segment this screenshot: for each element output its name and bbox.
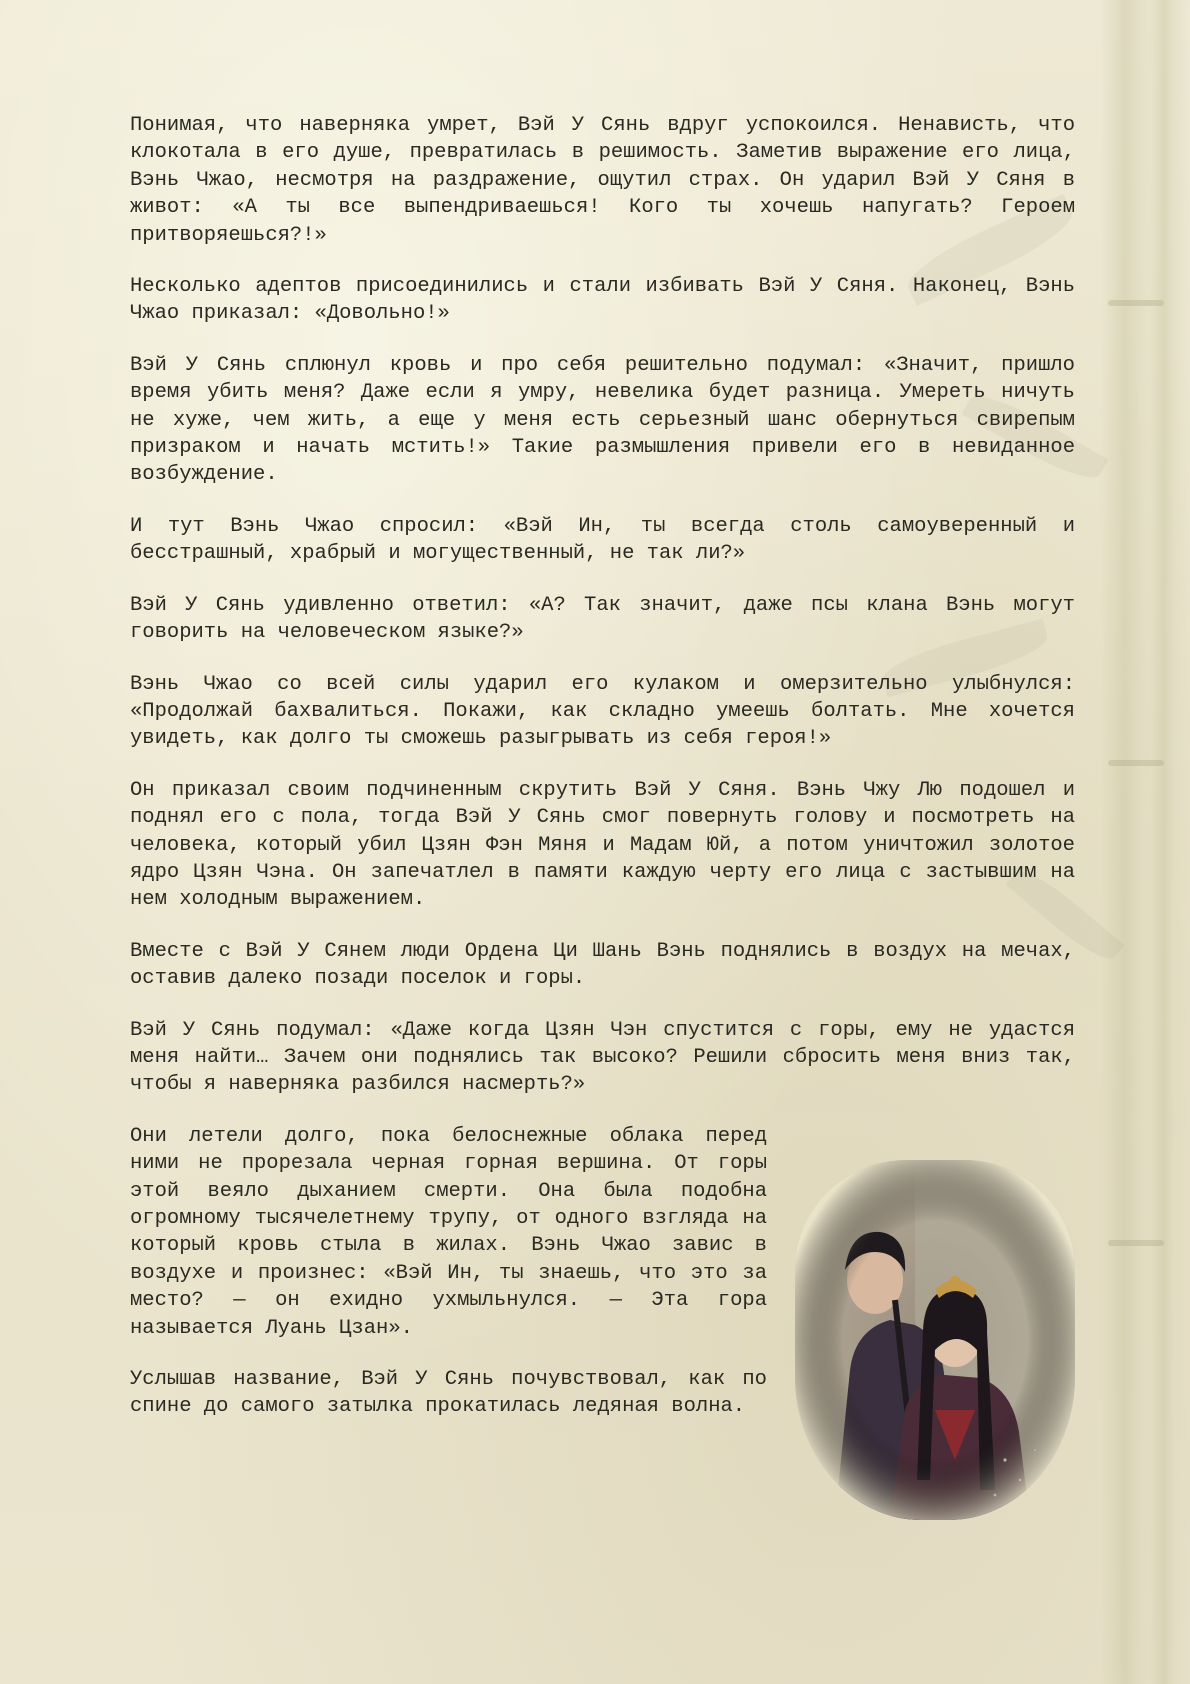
bamboo-node-decoration: [1108, 1240, 1164, 1246]
two-figures-illustration: [795, 1160, 1075, 1520]
paragraph: Несколько адептов присоединились и стали избивать Вэй У Сяня. Наконец, Вэнь Чжао приказал: «Довольно!»: [130, 275, 1075, 326]
illustration-art: [795, 1160, 1075, 1520]
bamboo-stalk-decoration: [1150, 0, 1190, 1684]
paragraph: Он приказал своим подчиненным скрутить Вэй У Сяня. Вэнь Чжу Лю подошел и поднял его с пола, тогда Вэй У Сянь смог повернуть голову и посмотреть на человека, который убил Цзян Фэн Мяня и Мадам Юй, а потом уничтожил золотое ядро Цзян Чэна. Он запечатлел в памяти каждую черту его лица с застывшим на нем холодным выражением.: [130, 778, 1075, 912]
paragraph: Вместе с Вэй У Сянем люди Ордена Ци Шань Вэнь поднялись в воздух на мечах, оставив далеко позади поселок и горы.: [130, 939, 1075, 991]
paragraph: И тут Вэнь Чжао спросил: «Вэй Ин, ты всегда столь самоуверенный и бесстрашный, храбрый и могущественный, не так ли?»: [130, 514, 1075, 566]
paragraph: Они летели долго, пока белоснежные облака перед ними не прорезала черная горная вершина. От горы этой веяло дыханием смерти. Она была подобна огромному тысячелетнему трупу, от одного взгляда на который кровь стыла в жилах. Вэнь Чжао завис в воздухе и произнес: «Вэй Ин, ты знаешь, что это за место? — он ехидно ухмыльнулся. — Эта гора называется Луань Цзан».: [130, 1124, 767, 1340]
paragraph: Понимая, что наверняка умрет, Вэй У Сянь вдруг успокоился. Ненависть, что клокотала в его душе, превратилась в решимость. Заметив выражение его лица, Вэнь Чжао, несмотря на раздражение, ощутил страх. Он ударил Вэй У Сяня в живот: «А ты все выпендриваешься! Кого ты хочешь напугать? Героем притворяешься?!»: [130, 114, 1075, 247]
paragraph: Вэй У Сянь сплюнул кровь и про себя решительно подумал: «Значит, пришло время убить меня? Даже если я умру, невелика будет разница. Умереть ничуть не хуже, чем жить, а еще у меня есть серьезный шанс обернуться свирепым призраком и начать мстить!» Такие размышления привели его в невиданное возбуждение.: [130, 353, 1075, 487]
paragraph: Услышав название, Вэй У Сянь почувствовал, как по спине до самого затылка прокатилась ледяная волна.: [130, 1368, 767, 1419]
bamboo-node-decoration: [1108, 300, 1164, 306]
paragraph: Вэй У Сянь удивленно ответил: «А? Так значит, даже псы клана Вэнь могут говорить на человеческом языке?»: [130, 593, 1075, 645]
paragraph: Вэй У Сянь подумал: «Даже когда Цзян Чэн спустится с горы, ему не удастся меня найти… Зачем они поднялись так высоко? Решили сбросить меня вниз так, чтобы я наверняка разбился насмерть?»: [130, 1018, 1075, 1097]
bamboo-node-decoration: [1108, 760, 1164, 766]
paragraph: Вэнь Чжао со всей силы ударил его кулаком и омерзительно улыбнулся: «Продолжай бахвалиться. Покажи, как складно умеешь болтать. Мне хочется увидеть, как долго ты сможешь разыгрывать из себя героя!»: [130, 672, 1075, 751]
